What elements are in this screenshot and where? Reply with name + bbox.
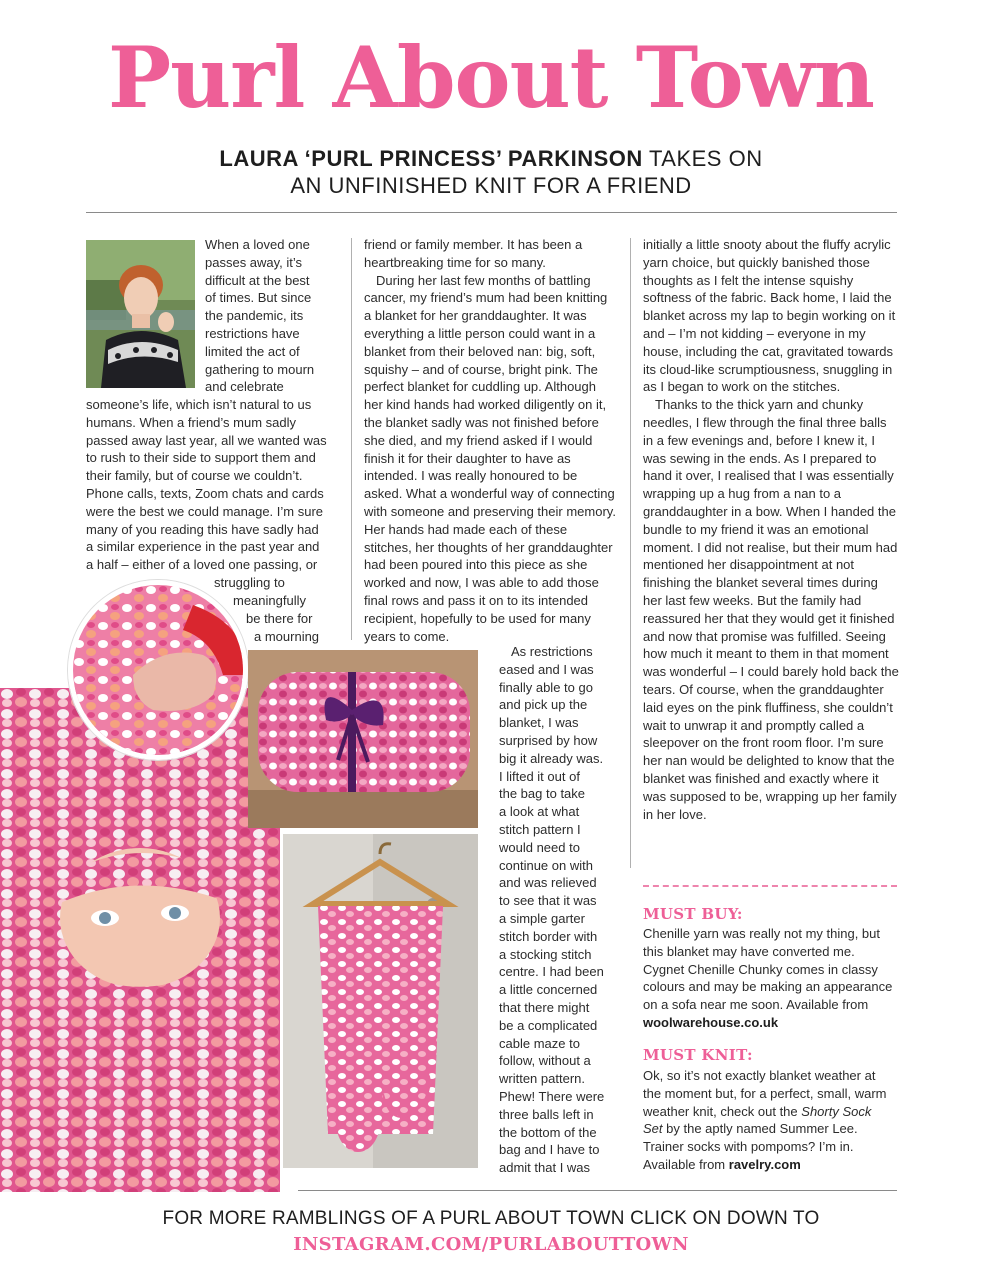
hand-on-blanket-photo — [68, 580, 248, 760]
sidebar-dashed-divider — [643, 885, 897, 887]
header-divider — [86, 212, 897, 213]
wrapped-blanket-photo — [248, 650, 478, 828]
footer-line-1: FOR MORE RAMBLINGS OF A PURL ABOUT TOWN CLICK ON DOWN TO — [162, 1208, 820, 1229]
column-divider-1 — [351, 238, 352, 640]
must-buy-heading: MUST BUY: — [643, 905, 743, 923]
col1-tail-3: be there for — [246, 611, 313, 626]
page-title: Purl About Town — [108, 28, 874, 127]
child-in-blanket-photo — [0, 688, 280, 1192]
ravelry-link[interactable]: ravelry.com — [728, 1156, 801, 1172]
author-portrait — [86, 240, 195, 388]
subtitle-line2: AN UNFINISHED KNIT FOR A FRIEND — [290, 173, 692, 198]
col2-text — [364, 236, 617, 645]
subtitle-rest: TAKES ON — [648, 146, 763, 171]
must-knit-heading: MUST KNIT: — [643, 1046, 753, 1064]
column-divider-2 — [630, 238, 631, 868]
col1-wrap-text: When a loved one passes away, it’s difficult at the best of times. But since the pandemic, its restrictions have limited the act of gathering to mourn and celebrate — [205, 237, 315, 395]
blanket-on-hanger-photo — [283, 834, 478, 1168]
col2-paragraph-1: friend or family member. It has been a heartbreaking time for so many. — [364, 237, 583, 270]
subtitle-author: LAURA ‘PURL PRINCESS’ PARKINSON — [219, 146, 643, 171]
col1-tail-1: struggling to — [214, 575, 285, 590]
shorty-sock-set-title: Shorty Sock Set — [643, 1103, 872, 1137]
instagram-link[interactable]: INSTAGRAM.COM/PURLABOUTTOWN — [293, 1234, 689, 1255]
col3-paragraph-1: initially a little snooty about the fluffy acrylic yarn choice, but quickly banished those thoughts as I felt the intense squishy softness of the fabric. Back home, I laid the blanket across my lap to begin working on it and – I’m not kidding – everyone in my house, including the cat, gravitated towards its cloud-like scrumptiousness, snuggling in as I began to work on the stitches. — [643, 237, 896, 395]
col1-full-text: someone’s life, which isn’t natural to us humans. When a friend’s mum sadly passed away last year, all we wanted was to rush to their side to support them and their family, but of course we couldn’t. Phone calls, texts, Zoom chats and cards were the best we could manage. I’m sure many of you reading this have sadly had a similar experience in the past year and a half – either of a loved one passing, or — [86, 397, 327, 573]
must-knit-text: Ok, so it’s not exactly blanket weather at the moment but, for a perfect, small, warm weather knit, check out the Shorty Sock Set by the aptly named Summer Lee. Trainer socks with pompoms? I’m in. Available from ravelry.com — [643, 1068, 887, 1172]
col1-tail-2: meaningfully — [233, 593, 306, 608]
col2-paragraph-2: During her last few months of battling cancer, my friend’s mum had been knitting a blanket for her granddaughter. It was everything a little person could want in a blanket from their beloved nan: big, soft, squishy – and of course, bright pink. The perfect blanket for cuddling up. Although her kind hands had worked diligently on it, the blanket sadly was not finished before she died, and my friend asked if I would finish it for their daughter to have as intended. I was really honoured to be asked. What a wonderful way of connecting with someone and preserving their memory. Her hands had made each of these stitches, her thoughts of her granddaughter had been poured into this piece as she worked and now, I was able to add those final rows and pass it on to its intended recipient, hopefully to be used for many years to come. — [364, 272, 616, 644]
must-buy-text: Chenille yarn was really not my thing, but this blanket may have converted me. Cygnet Chenille Chunky comes in classy colours and may be making an appearance on a sofa near me soon. Available from woolwarehouse.co.uk — [643, 926, 893, 1030]
col2-narrow-text: As restrictions eased and I was finally able to go and pick up the blanket, I was surprised by how big it already was. I lifted it out of the bag to take a look at what stitch pattern I would need to continue on with and was relieved to see that it was a simple garter stitch border with a stocking stitch centre. I had been a little concerned that there might be a complicated cable maze to follow, without a written pattern. Phew! There were three balls left in the bottom of the bag and I have to admit that I was — [499, 644, 605, 1176]
footer-divider — [298, 1190, 897, 1191]
page-subtitle — [0, 145, 982, 199]
woolwarehouse-link[interactable]: woolwarehouse.co.uk — [643, 1014, 779, 1030]
col1-tail-4: a mourning — [254, 629, 320, 644]
col3-paragraph-2: Thanks to the thick yarn and chunky needles, I flew through the final three balls in a few evenings and, before I knew it, I was sewing in the ends. As I prepared to hand it over, I realised that I was essentially wrapping up a hug from a nan to a granddaughter in a bow. When I handed the bundle to my friend it was an emotional moment. I did not realise, but their mum had mentioned her disappointment at not finishing the blanket several times during her last few weeks. But the family had reassured her that they would get it finished and now that promise was fulfilled. Seeing how much it meant to them in that moment was wonderful – I could barely hold back the tears. Of course, when the granddaughter laid eyes on the pink fluffiness, she couldn’t wait to unwrap it and promptly called a sleepover on the front room floor. I’m sure her nan would be delighted to know that the blanket was finished and exactly where it was supposed to be, wrapping up her family in her love. — [643, 397, 899, 822]
col3-text — [643, 236, 899, 823]
